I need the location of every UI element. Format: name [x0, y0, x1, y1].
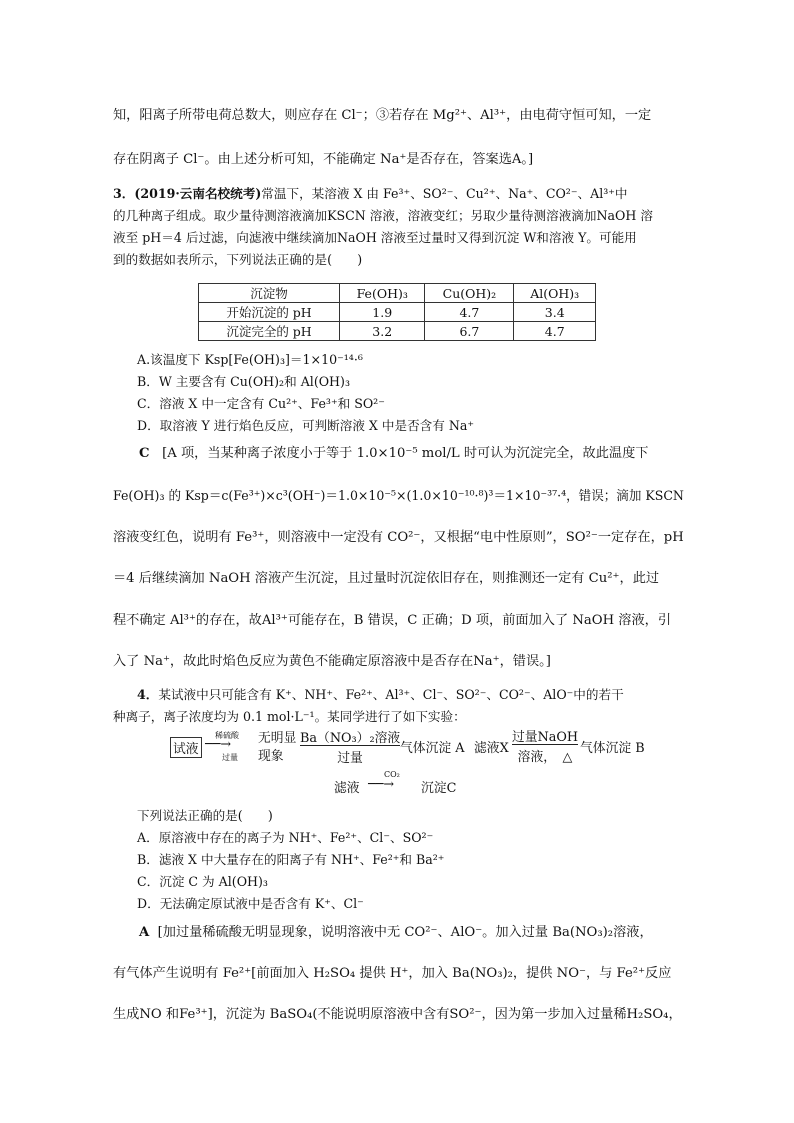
question-stem-text: 某试液中只可能含有 K⁺、NH⁺、Fe²⁺、Al³⁺、Cl⁻、SO²⁻、CO²⁻、AlO⁻中的若干 — [158, 687, 624, 702]
flow-reagent-label: 过量 — [222, 753, 238, 762]
option-c: C．溶液 X 中一定含有 Cu²⁺、Fe³⁺和 SO²⁻ — [137, 396, 385, 411]
table-cell: 3.2 — [340, 322, 425, 341]
explanation-line: Fe(OH)₃ 的 Ksp＝c(Fe³⁺)×c³(OH⁻)＝1.0×10⁻⁵×(1.0×10⁻¹⁰·⁸)³＝1×10⁻³⁷·⁴，错误；滴加 KSCN — [113, 489, 684, 504]
question-source: (2019·云南名校统考) — [134, 186, 262, 201]
option-b: B．滤液 X 中大量存在的阳离子有 NH⁺、Fe²⁺和 Ba²⁺ — [137, 852, 445, 867]
paragraph-line: 存在阴离子 Cl⁻。由上述分析可知，不能确定 Na⁺是否存在，答案选A。] — [113, 152, 534, 167]
flow-product-label: 气体沉淀 A — [400, 741, 465, 756]
table-row — [199, 322, 596, 341]
explanation-line: 程不确定 Al³⁺的存在，故Al³⁺可能存在，B 错误，C 正确；D 项，前面加入了 NaOH 溶液，引 — [113, 613, 672, 628]
option-d: D．取溶液 Y 进行焰色反应，可判断溶液 X 中是否含有 Na⁺ — [137, 418, 475, 433]
table-header-cell: Fe(OH)₃ — [340, 284, 425, 303]
flow-arrow-line — [512, 744, 578, 745]
flow-product-label: 滤液 — [334, 781, 360, 796]
question-number: 4． — [137, 687, 159, 702]
flow-product-label: 滤液X — [474, 741, 509, 756]
option-d: D．无法确定原试液中是否含有 K⁺、Cl⁻ — [137, 896, 364, 911]
flow-reagent-label: Ba（NO₃）₂溶液 — [300, 731, 401, 746]
question-prompt: 下列说法正确的是( ) — [137, 808, 273, 823]
answer-letter: A — [139, 925, 150, 940]
question-4-stem — [137, 686, 624, 704]
explanation-line: 入了 Na⁺，故此时焰色反应为黄色不能确定原溶液中是否存在Na⁺，错误。] — [113, 654, 551, 669]
ph-data-table — [198, 283, 596, 341]
flow-arrow-icon: ──→ — [368, 777, 395, 792]
question-stem-line: 的几种离子组成。取少量待测溶液滴加KSCN 溶液，溶液变红；另取少量待测溶液滴加NaOH 溶 — [113, 208, 653, 223]
option-a: A．原溶液中存在的离子为 NH⁺、Fe²⁺、Cl⁻、SO²⁻ — [137, 830, 434, 845]
table-cell: 3.4 — [514, 303, 596, 322]
flow-product-label: 气体沉淀 B — [580, 741, 645, 756]
table-cell: 4.7 — [425, 303, 514, 322]
explanation-line: 溶液变红色，说明有 Fe³⁺，则溶液中一定没有 CO²⁻，又根据“电中性原则”，SO²⁻一定存在，pH — [113, 530, 684, 545]
flow-product-label: 沉淀C — [421, 781, 457, 796]
flow-arrow-line — [300, 745, 400, 746]
question-stem-line: 到的数据如表所示，下列说法正确的是( ) — [113, 252, 363, 267]
question-number: 3． — [113, 186, 135, 201]
flow-reagent-label: 过量NaOH — [512, 730, 579, 745]
flow-reagent-label: 溶液， △ — [517, 750, 573, 765]
table-cell: 6.7 — [425, 322, 514, 341]
flow-result-label: 无明显 — [258, 731, 297, 746]
table-header-cell: 沉淀物 — [199, 284, 340, 303]
flow-reagent-label: CO₂ — [384, 770, 400, 779]
flow-sample: 试液 — [170, 737, 202, 758]
question-stem-text: 常温下，某溶液 X 由 Fe³⁺、SO²⁻、Cu²⁺、Na⁺、CO²⁻、Al³⁺中 — [261, 186, 628, 201]
answer-explanation — [139, 924, 653, 942]
option-b: B．W 主要含有 Cu(OH)₂和 Al(OH)₃ — [137, 374, 351, 389]
table-cell: 1.9 — [340, 303, 425, 322]
option-a: A.该温度下 Ksp[Fe(OH)₃]＝1×10⁻¹⁴·⁶ — [137, 352, 363, 367]
explanation-line: ＝4 后继续滴加 NaOH 溶液产生沉淀，且过量时沉淀依旧存在，则推测还一定有 Cu²⁺，此过 — [113, 571, 660, 586]
table-cell: 4.7 — [514, 322, 596, 341]
table-header-row — [199, 284, 596, 303]
paragraph-line: 知，阳离子所带电荷总数大，则应存在 Cl⁻；③若存在 Mg²⁺、Al³⁺，由电荷守恒可知，一定 — [113, 108, 652, 123]
flow-result-label: 现象 — [258, 749, 284, 764]
explanation-line: 有气体产生说明有 Fe²⁺[前面加入 H₂SO₄ 提供 H⁺，加入 Ba(NO₃)₂，提供 NO⁻，与 Fe²⁺反应 — [113, 966, 672, 981]
explanation-line: 生成NO 和Fe³⁺]，沉淀为 BaSO₄(不能说明原溶液中含有SO²⁻，因为第一步加入过量稀H₂SO₄， — [113, 1007, 682, 1022]
option-c: C．沉淀 C 为 Al(OH)₃ — [137, 874, 268, 889]
explanation-text: [A 项，当某种离子浓度小于等于 1.0×10⁻⁵ mol/L 时可认为沉淀完全，故此温度下 — [162, 446, 649, 461]
table-cell: 开始沉淀的 pH — [199, 303, 340, 322]
table-header-cell: Al(OH)₃ — [514, 284, 596, 303]
flow-arrow-icon: ──→ — [205, 737, 232, 752]
flow-reagent-label: 稀硫酸 — [215, 731, 239, 740]
answer-letter: C — [139, 446, 150, 461]
question-stem-line: 种离子，离子浓度均为 0.1 mol·L⁻¹。某同学进行了如下实验： — [113, 709, 466, 724]
question-stem-line: 液至 pH＝4 后过滤，向滤液中继续滴加NaOH 溶液至过量时又得到沉淀 W和溶液 Y。可能用 — [113, 230, 637, 245]
flow-reagent-label: 过量 — [337, 751, 363, 766]
table-cell: 沉淀完全的 pH — [199, 322, 340, 341]
table-header-cell: Cu(OH)₂ — [425, 284, 514, 303]
answer-explanation — [139, 445, 649, 463]
question-3-stem — [113, 185, 628, 203]
table-row — [199, 303, 596, 322]
explanation-text: [加过量稀硫酸无明显现象，说明溶液中无 CO²⁻、AlO⁻。加入过量 Ba(NO₃)₂溶液， — [157, 925, 653, 940]
